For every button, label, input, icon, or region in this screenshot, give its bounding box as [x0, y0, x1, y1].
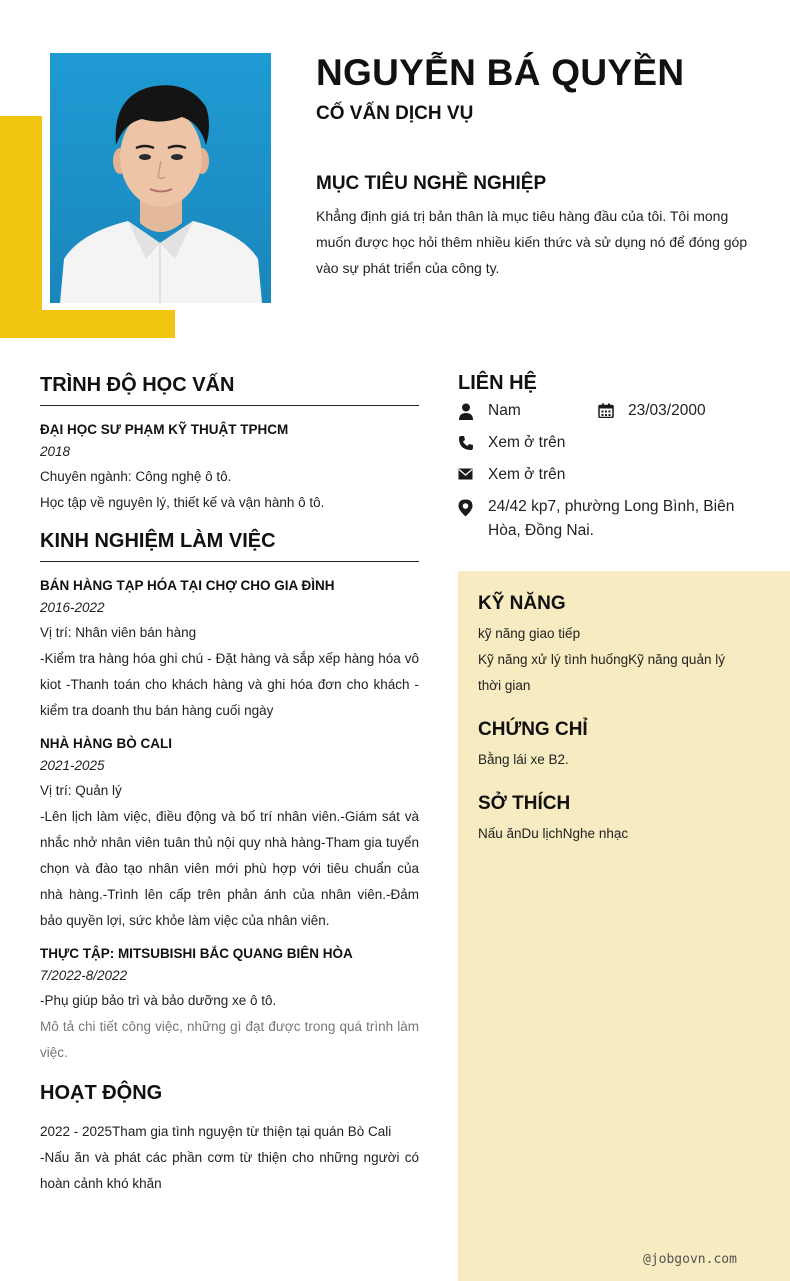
- activities-entry: [40, 1119, 419, 1197]
- experience-heading: KINH NGHIỆM LÀM VIỆC: [40, 530, 419, 562]
- hobbies-section: [478, 793, 770, 847]
- contact-row-phone: [458, 431, 758, 463]
- experience-company: THỰC TẬP: MITSUBISHI BẮC QUANG BIÊN HÒA: [40, 946, 353, 961]
- person-icon: [458, 399, 488, 425]
- profile-photo: [50, 53, 271, 303]
- experience-entry: [40, 944, 419, 1066]
- experience-position: Vị trí: Nhân viên bán hàng: [40, 625, 197, 640]
- experience-company: NHÀ HÀNG BÒ CALI: [40, 736, 172, 751]
- experience-entry: [40, 576, 419, 724]
- mail-icon: [458, 463, 488, 485]
- certificates-heading: CHỨNG CHỈ: [478, 719, 588, 740]
- certificates-text: Bằng lái xe B2.: [478, 752, 569, 767]
- watermark: @jobgovn.com: [643, 1252, 737, 1267]
- contact-dob-group: [598, 399, 706, 423]
- activities-line: -Nấu ăn và phát các phần cơm từ thiện cho những người có hoàn cảnh khó khăn: [40, 1150, 419, 1191]
- candidate-name: NGUYỄN BÁ QUYỀN: [316, 52, 685, 93]
- right-side-panel: [458, 571, 790, 1281]
- skills-line: Kỹ năng xử lý tình huốngKỹ năng quản lý thời gian: [478, 652, 725, 693]
- education-year: 2018: [40, 444, 71, 459]
- decorative-yellow-bar-vertical: [0, 116, 42, 338]
- skills-section: [478, 593, 770, 699]
- contact-row-address: [458, 495, 758, 543]
- experience-entry: [40, 734, 419, 934]
- contact-heading: LIÊN HỆ: [458, 372, 537, 394]
- objective-text: Khẳng định giá trị bản thân là mục tiêu hàng đầu của tôi. Tôi mong muốn được học hỏi thêm nhiều kiến thức và sử dụng nó để đóng góp vào sự phát triển của công ty.: [316, 208, 748, 276]
- experience-period: 7/2022-8/2022: [40, 968, 128, 983]
- contact-row-gender: [458, 399, 758, 431]
- experience-position: Vị trí: Quản lý: [40, 783, 122, 798]
- contact-gender: Nam: [488, 402, 521, 419]
- candidate-job-title: CỐ VẤN DỊCH VỤ: [316, 103, 474, 124]
- experience-company: BÁN HÀNG TẠP HÓA TẠI CHỢ CHO GIA ĐÌNH: [40, 578, 335, 593]
- phone-icon: [458, 431, 488, 456]
- experience-period: 2016-2022: [40, 600, 105, 615]
- experience-position: -Phụ giúp bảo trì và bảo dưỡng xe ô tô.: [40, 993, 277, 1008]
- experience-description: Mô tả chi tiết công việc, những gì đạt được trong quá trình làm việc.: [40, 1019, 419, 1060]
- contact-email: Xem ở trên: [488, 466, 566, 483]
- left-column: [40, 374, 419, 1207]
- education-entry: [40, 420, 419, 516]
- skills-heading: KỸ NĂNG: [478, 593, 566, 614]
- contact-address: 24/42 kp7, phường Long Bình, Biên Hòa, Đồng Nai.: [488, 498, 735, 539]
- calendar-icon: [598, 399, 628, 423]
- contact-dob: 23/03/2000: [628, 402, 706, 419]
- experience-description: -Kiểm tra hàng hóa ghi chú - Đặt hàng và sắp xếp hàng hóa vô kiot -Thanh toán cho khách hàng và ghi hóa đơn cho khách - kiểm tra doanh thu bán hàng cuối ngày: [40, 651, 419, 718]
- location-pin-icon: [458, 495, 488, 522]
- experience-description: -Lên lịch làm việc, điều động và bố trí nhân viên.-Giám sát và nhắc nhở nhân viên tuân thủ nội quy nhà hàng-Tham gia tuyển chọn và đào tạo nhân viên mới phù hợp với tiêu chuẩn của nhà hàng.-Trình lên cấp trên phản ánh của nhân viên.-Đảm bảo quyền lợi, sức khỏe làm việc của nhân viên.: [40, 809, 419, 928]
- hobbies-text: Nấu ănDu lịchNghe nhạc: [478, 826, 629, 841]
- contact-section: [458, 372, 758, 543]
- education-heading: TRÌNH ĐỘ HỌC VẤN: [40, 374, 419, 406]
- activities-heading: HOẠT ĐỘNG: [40, 1082, 163, 1104]
- hobbies-heading: SỞ THÍCH: [478, 793, 571, 814]
- decorative-yellow-bar-horizontal: [0, 310, 175, 338]
- education-school: ĐẠI HỌC SƯ PHẠM KỸ THUẬT TPHCM: [40, 422, 289, 437]
- skills-line: kỹ năng giao tiếp: [478, 626, 581, 641]
- education-major: Chuyên ngành: Công nghệ ô tô.: [40, 469, 232, 484]
- objective-heading: MỤC TIÊU NGHỀ NGHIỆP: [316, 173, 547, 194]
- education-description: Học tập về nguyên lý, thiết kế và vận hành ô tô.: [40, 495, 325, 510]
- certificates-section: [478, 719, 770, 773]
- contact-row-email: [458, 463, 758, 495]
- experience-period: 2021-2025: [40, 758, 105, 773]
- contact-phone: Xem ở trên: [488, 434, 566, 451]
- activities-line: 2022 - 2025Tham gia tình nguyện từ thiện tại quán Bò Cali: [40, 1124, 392, 1139]
- portrait-illustration: [50, 53, 271, 303]
